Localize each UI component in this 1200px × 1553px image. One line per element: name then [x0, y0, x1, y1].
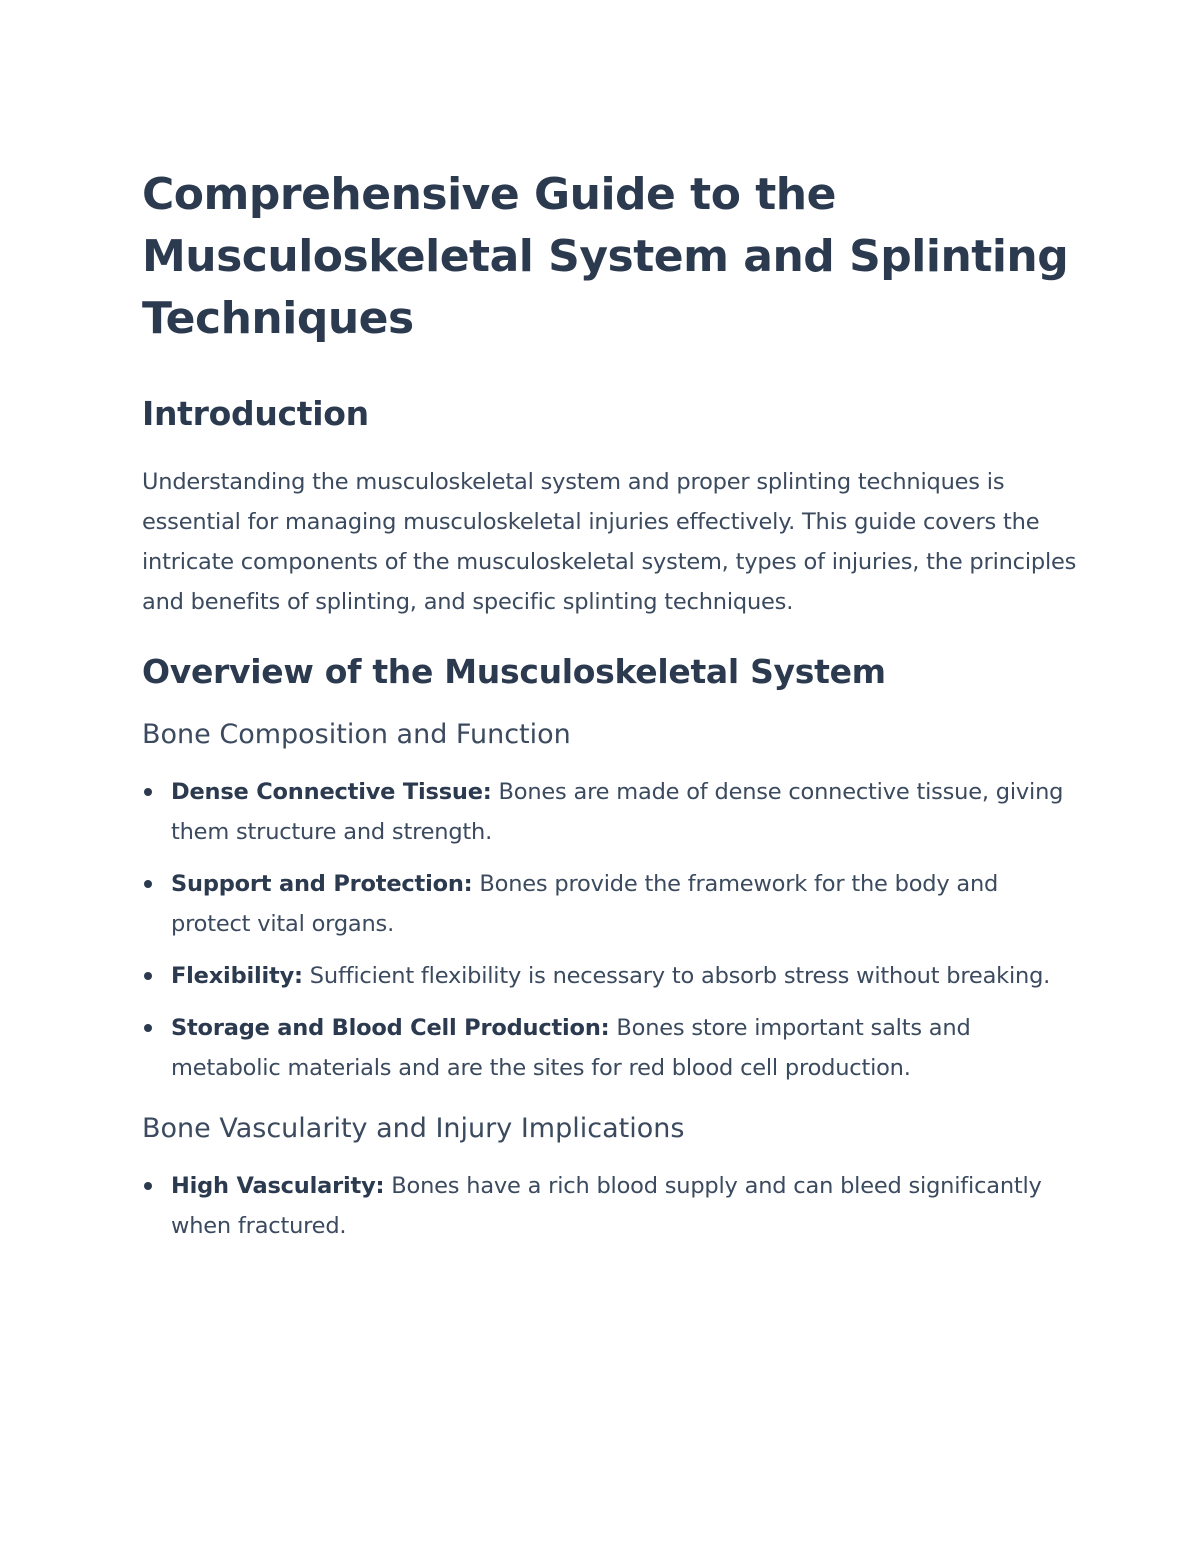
document-page — [142, 164, 1082, 1258]
list-item-text: Bones store important salts and metabolic materials and are the sites for red blood cell production. — [171, 1015, 971, 1081]
bullet-icon — [144, 972, 152, 980]
introduction-heading: Introduction — [142, 394, 369, 433]
bone-composition-list — [142, 772, 1082, 1088]
list-item-term: Flexibility: — [171, 963, 303, 989]
list-item-text: Bones provide the framework for the body and protect vital organs. — [171, 871, 999, 937]
list-item-term: Dense Connective Tissue: — [171, 779, 492, 805]
bullet-icon — [144, 1182, 152, 1190]
introduction-paragraph: Understanding the musculoskeletal system and proper splinting techniques is essential for managing musculoskeletal injuries effectively. This guide covers the intricate components of the musculoskeletal system, types of injuries, the principles and benefits of splinting, and specific splinting techniques. — [142, 469, 1077, 615]
bullet-icon — [144, 1024, 152, 1032]
bullet-icon — [144, 788, 152, 796]
page-title: Comprehensive Guide to the Musculoskeletal System and Splinting Techniques — [142, 169, 1069, 344]
list-item-term: High Vascularity: — [171, 1173, 385, 1199]
list-item-term: Support and Protection: — [171, 871, 473, 897]
list-item — [142, 1008, 1082, 1088]
list-item-text: Bones are made of dense connective tissue, giving them structure and strength. — [171, 779, 1064, 845]
list-item — [142, 772, 1082, 852]
list-item-term: Storage and Blood Cell Production: — [171, 1015, 610, 1041]
bullet-icon — [144, 880, 152, 888]
bone-vascularity-list — [142, 1166, 1082, 1246]
overview-heading: Overview of the Musculoskeletal System — [142, 652, 886, 691]
list-item — [142, 1166, 1082, 1246]
list-item — [142, 956, 1082, 996]
bone-composition-heading: Bone Composition and Function — [142, 719, 571, 750]
list-item — [142, 864, 1082, 944]
bone-vascularity-heading: Bone Vascularity and Injury Implications — [142, 1113, 685, 1144]
list-item-text: Bones have a rich blood supply and can bleed significantly when fractured. — [171, 1173, 1042, 1239]
list-item-text: Sufficient flexibility is necessary to absorb stress without breaking. — [302, 963, 1051, 989]
